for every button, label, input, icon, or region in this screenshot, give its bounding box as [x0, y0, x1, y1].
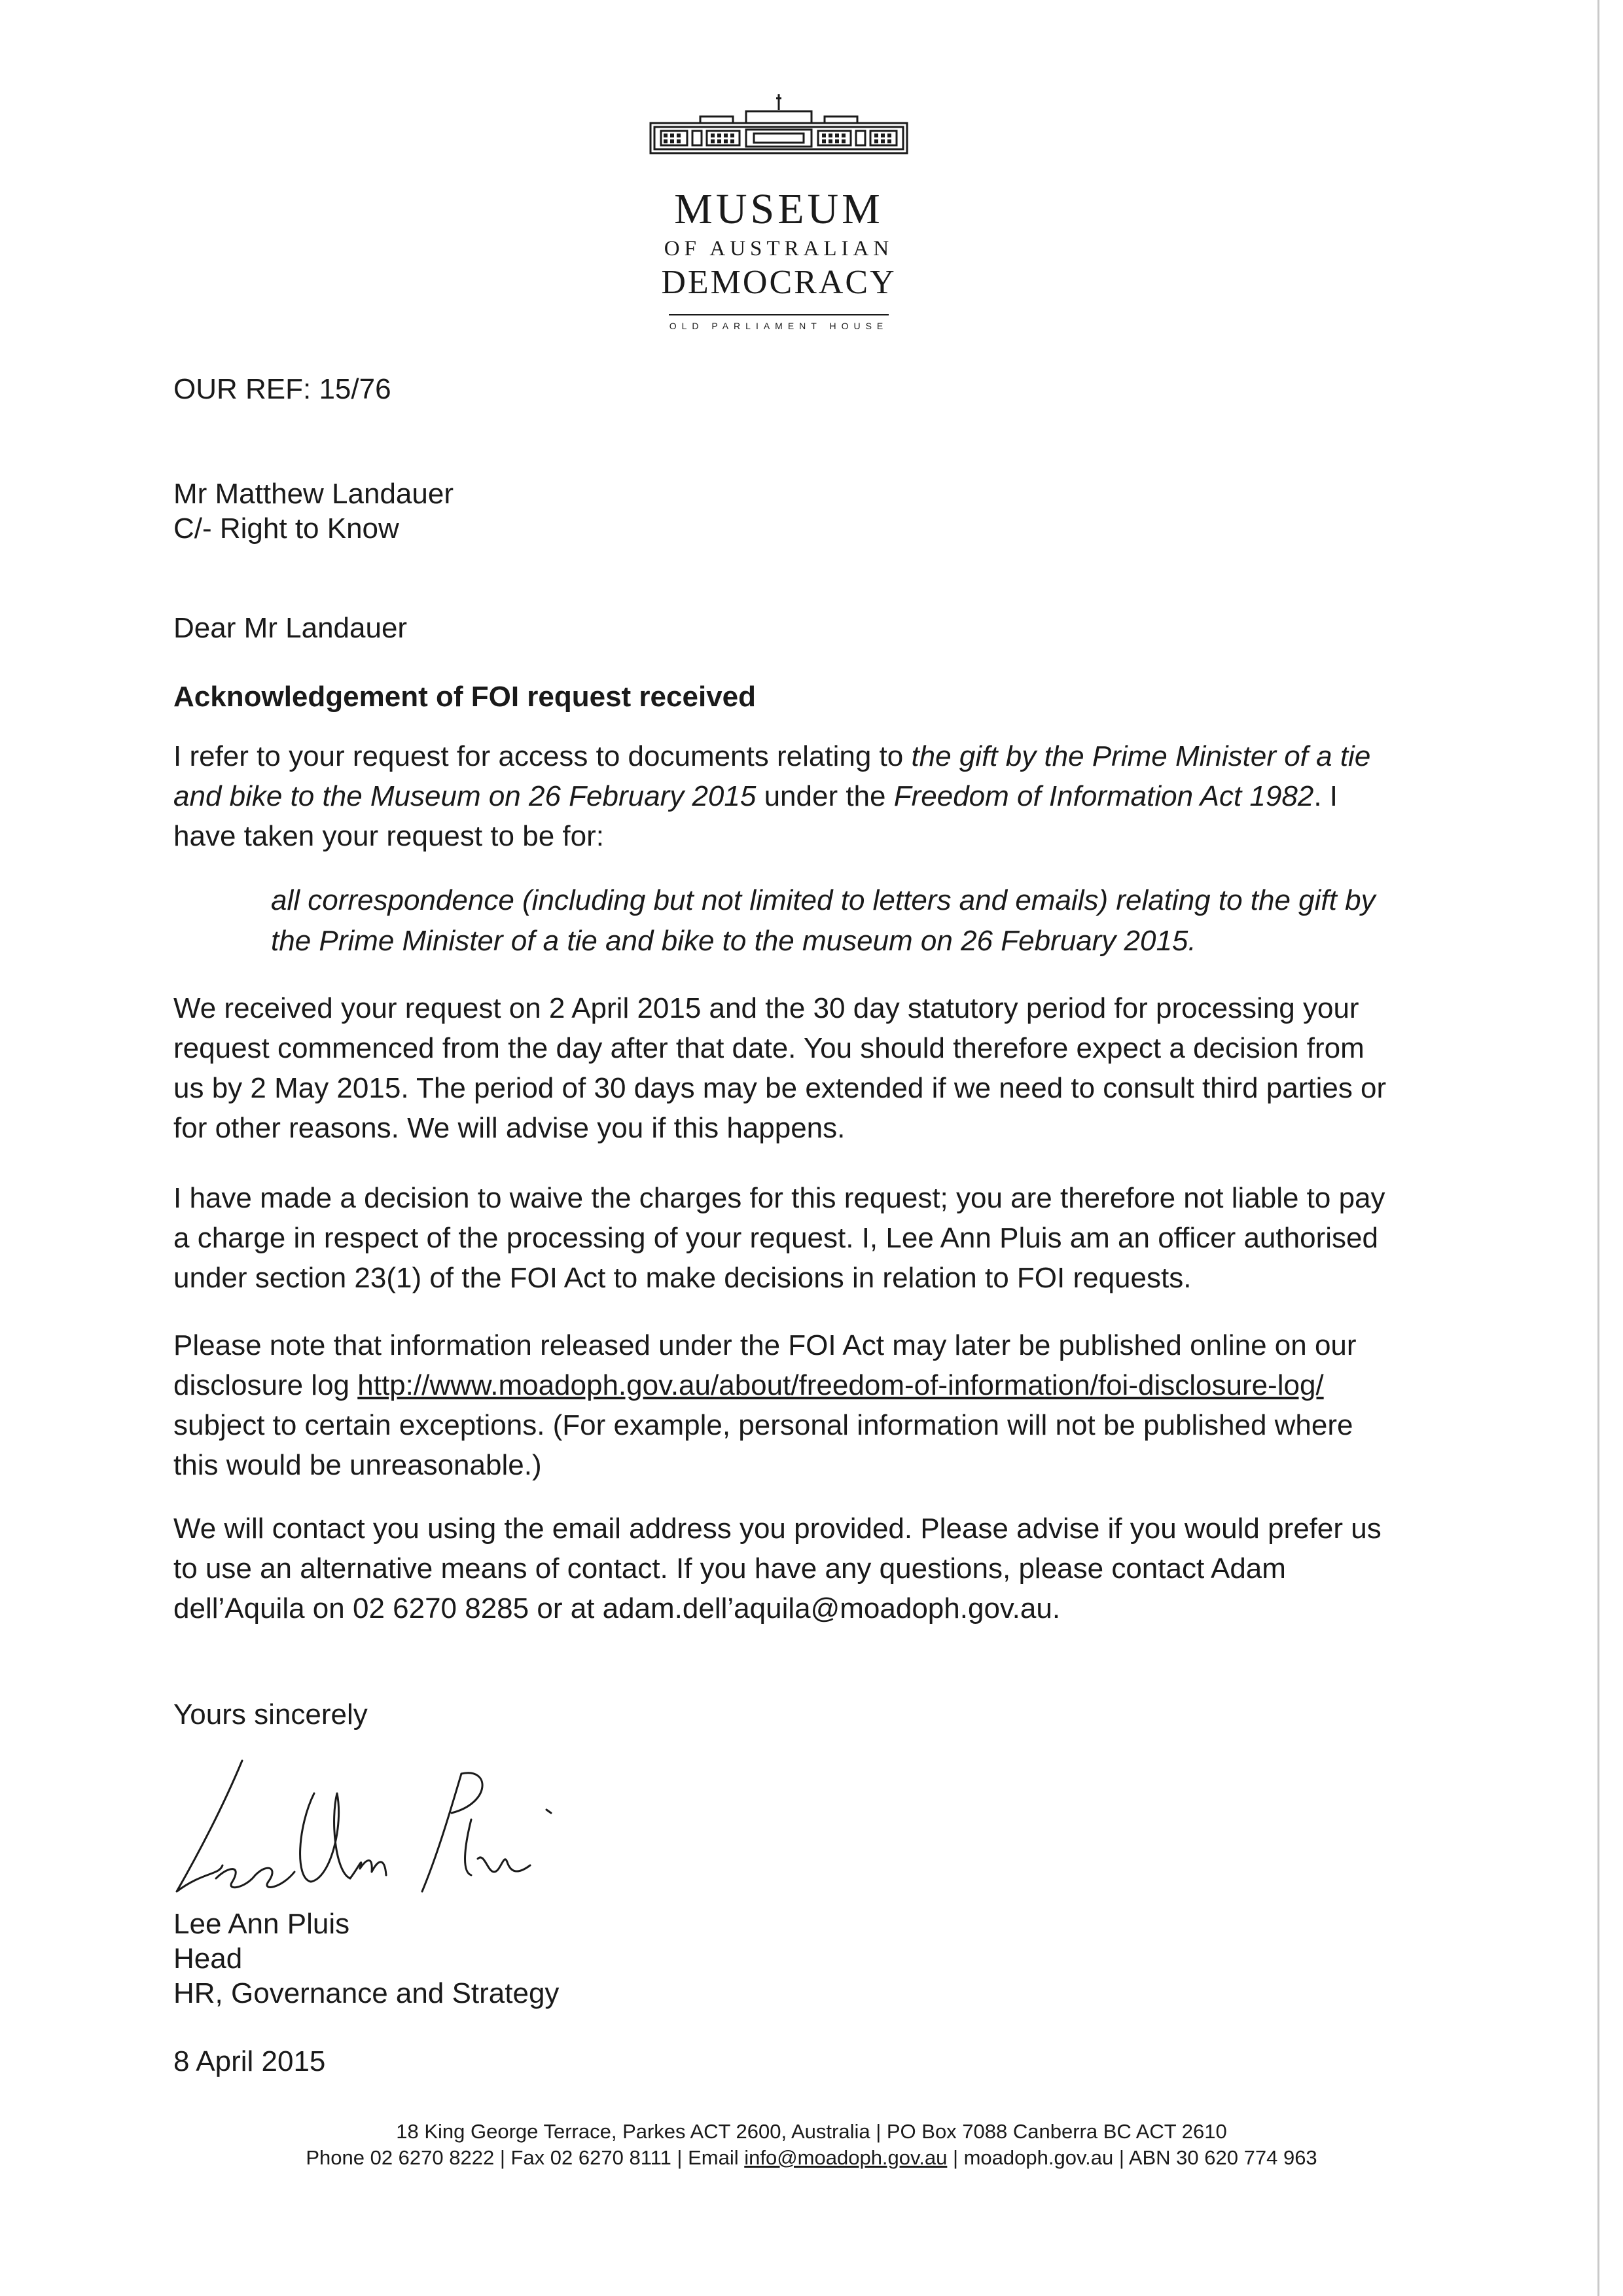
logo-of-australian-text: OF AUSTRALIAN	[664, 237, 894, 260]
para1-text-a: I refer to your request for access to documents relating to	[173, 740, 912, 772]
footer-website-abn: | moadoph.gov.au | ABN 30 620 774 963	[947, 2146, 1317, 2169]
para4-text-a: Please note that information released under the FOI Act may later be published online on our disclosure log	[173, 1329, 1357, 1401]
logo-old-parliament-house-text: OLD PARLIAMENT HOUSE	[669, 321, 889, 331]
footer-email-link[interactable]: info@moadoph.gov.au	[744, 2146, 948, 2169]
para1-text-c: . I have taken your request to be for:	[173, 780, 1338, 852]
our-reference: OUR REF: 15/76	[173, 373, 391, 405]
handwritten-signature	[164, 1741, 582, 1911]
letter-date: 8 April 2015	[173, 2045, 326, 2077]
scan-edge-line	[1597, 0, 1599, 2296]
para1-act-name: Freedom of Information Act 1982	[893, 780, 1314, 812]
paragraph-contact-details: We will contact you using the email address you provided. Please advise if you would prefer us to use an alternative means of contact. If you have any questions, please contact Adam dell’Aquila on 02 6270 8285 or at adam.dell’aquila@moadoph.gov.au.	[173, 1513, 1382, 1624]
parliament-building-icon	[648, 92, 910, 157]
letter-subject-heading: Acknowledgement of FOI request received	[173, 681, 757, 713]
quoted-request-scope: all correspondence (including but not limited to letters and emails) relating to the gift by the Prime Minister of a tie and bike to the museum on 26 February 2015.	[271, 884, 1376, 957]
disclosure-log-link[interactable]: http://www.moadoph.gov.au/about/freedom-of-information/foi-disclosure-log/	[357, 1369, 1324, 1401]
paragraph-processing-period: We received your request on 2 April 2015 and the 30 day statutory period for processing your request commenced from the day after that date. You should therefore expect a decision from us by 2 May 2015. The period of 30 days may be extended if we need to consult third parties or for other reasons. We will advise you if this happens.	[173, 992, 1387, 1144]
paragraph-request-reference	[173, 736, 1391, 856]
para4-text-b: subject to certain exceptions. (For example, personal information will not be published where this would be unreasonable.)	[173, 1409, 1353, 1481]
paragraph-charges-waiver: I have made a decision to waive the charges for this request; you are therefore not liable to pay a charge in respect of the processing of your request. I, Lee Ann Pluis am an officer authorised under section 23(1) of the FOI Act to make decisions in relation to FOI requests.	[173, 1182, 1385, 1294]
recipient-care-of: C/- Right to Know	[173, 512, 399, 545]
salutation: Dear Mr Landauer	[173, 612, 408, 644]
paragraph-disclosure-log	[173, 1325, 1391, 1485]
para1-request-subject: the gift by the Prime Minister of a tie and bike to the Museum on 26 February 2015	[173, 740, 1371, 812]
closing-valediction: Yours sincerely	[173, 1698, 368, 1731]
footer-contact	[0, 2145, 1623, 2171]
recipient-name: Mr Matthew Landauer	[173, 478, 454, 510]
signatory-department: HR, Governance and Strategy	[173, 1977, 560, 2009]
signatory-name: Lee Ann Pluis	[173, 1908, 350, 1940]
logo-divider	[669, 314, 889, 315]
footer-phone-fax: Phone 02 6270 8222 | Fax 02 6270 8111 | Email	[306, 2146, 745, 2169]
para1-text-b: under the	[756, 780, 894, 812]
footer-address: 18 King George Terrace, Parkes ACT 2600, Australia | PO Box 7088 Canberra BC ACT 2610	[396, 2120, 1227, 2143]
museum-logo	[641, 92, 916, 340]
signatory-title: Head	[173, 1943, 243, 1975]
logo-democracy-text: DEMOCRACY	[661, 264, 897, 301]
logo-museum-text: MUSEUM	[674, 185, 883, 233]
